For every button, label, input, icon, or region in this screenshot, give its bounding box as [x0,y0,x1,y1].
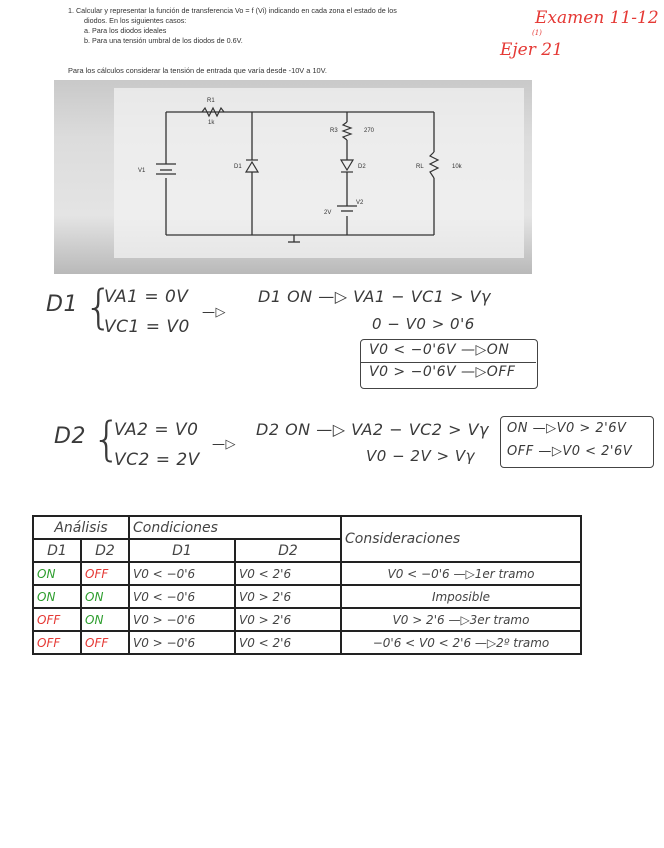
d2-arrow: —▷ [212,437,236,452]
row3-cond-d1: V0 > −0'6 [129,608,235,631]
d1-box-divider [360,362,536,363]
statement-line-1: 1. Calcular y representar la función de transferencia Vo = f (Vi) indicando en cada zona el estado de los [68,6,397,15]
cond-header-d2: D2 [235,539,341,562]
label-r1-value: 1k [208,120,215,126]
table-row [33,608,581,631]
problem-statement [68,6,528,46]
row2-cond-d1: V0 < −0'6 [129,585,235,608]
d1-step: 0 − V0 > 0'6 [372,315,475,333]
row4-cond-d1: V0 > −0'6 [129,631,235,654]
row3-d2-state: ON [81,608,129,631]
d2-eq-va: VA2 = V0 [114,420,199,440]
case-b: b. Para una tensión umbral de los diodos de 0.6V. [84,36,243,45]
subheader-d1: D1 [33,539,81,562]
row2-d1-state: ON [33,585,81,608]
d1-brace: { [84,280,114,334]
d1-result-off: V0 > −0'6V —▷OFF [369,364,516,380]
breadboard-area [114,88,524,258]
header-conditions: Condiciones [129,516,341,539]
table-row [33,631,581,654]
d1-condition: D1 ON —▷ VA1 − VC1 > Vγ [258,287,491,306]
d2-label: D2 [54,424,86,449]
header-analysis: Análisis [33,516,129,539]
table-row [33,562,581,585]
input-range-note: Para los cálculos considerar la tensión de entrada que varía desde -10V a 10V. [68,66,327,75]
row1-d2-state: OFF [81,562,129,585]
row3-cond-d2: V0 > 2'6 [235,608,341,631]
exam-sub-note: (1) [532,29,542,37]
row1-d1-state: ON [33,562,81,585]
d2-brace: { [92,412,122,466]
label-rl: RL [416,164,424,170]
d2-result-box [500,416,654,468]
label-2v: 2V [324,210,332,216]
d1-arrow: —▷ [202,305,226,320]
header-considerations: Consideraciones [341,516,581,562]
row3-d1-state: OFF [33,608,81,631]
label-v1: V1 [138,168,146,174]
analysis-table [32,515,582,655]
d1-eq-vc: VC1 = V0 [104,317,190,337]
cond-header-d1: D1 [129,539,235,562]
table-row [33,585,581,608]
exercise-note: Ejer 21 [500,40,563,60]
d1-label: D1 [46,292,78,317]
label-d2: D2 [358,164,366,170]
circuit-diagram [54,80,532,274]
row2-d2-state: ON [81,585,129,608]
row4-d1-state: OFF [33,631,81,654]
row2-note: Imposible [341,585,581,608]
label-r3: R3 [330,128,338,134]
d2-result-off: OFF —▷V0 < 2'6V [507,444,633,459]
d1-result-box [360,339,538,389]
d1-result-on: V0 < −0'6V —▷ON [369,342,510,358]
d1-eq-va: VA1 = 0V [104,287,189,307]
case-a: a. Para los diodos ideales [84,26,167,35]
row1-note: V0 < −0'6 —▷1er tramo [341,562,581,585]
row4-cond-d2: V0 < 2'6 [235,631,341,654]
label-v2: V2 [356,200,364,206]
d2-eq-vc: VC2 = 2V [114,450,200,470]
d2-condition: D2 ON —▷ VA2 − VC2 > Vγ [256,420,489,439]
exam-note: Examen 11-12 [535,8,659,28]
label-r1: R1 [207,98,215,104]
row1-cond-d2: V0 < 2'6 [235,562,341,585]
d2-step: V0 − 2V > Vγ [366,447,475,465]
d2-result-on: ON —▷V0 > 2'6V [507,421,627,436]
label-r3-value: 270 [364,128,375,134]
table-header-row [33,516,581,539]
row2-cond-d2: V0 > 2'6 [235,585,341,608]
label-d1: D1 [234,164,242,170]
label-rl-value: 10k [452,164,462,170]
subheader-d2: D2 [81,539,129,562]
row1-cond-d1: V0 < −0'6 [129,562,235,585]
statement-line-2: diodos. En los siguientes casos: [84,16,187,25]
row4-d2-state: OFF [81,631,129,654]
row3-note: V0 > 2'6 —▷3er tramo [341,608,581,631]
row4-note: −0'6 < V0 < 2'6 —▷2º tramo [341,631,581,654]
